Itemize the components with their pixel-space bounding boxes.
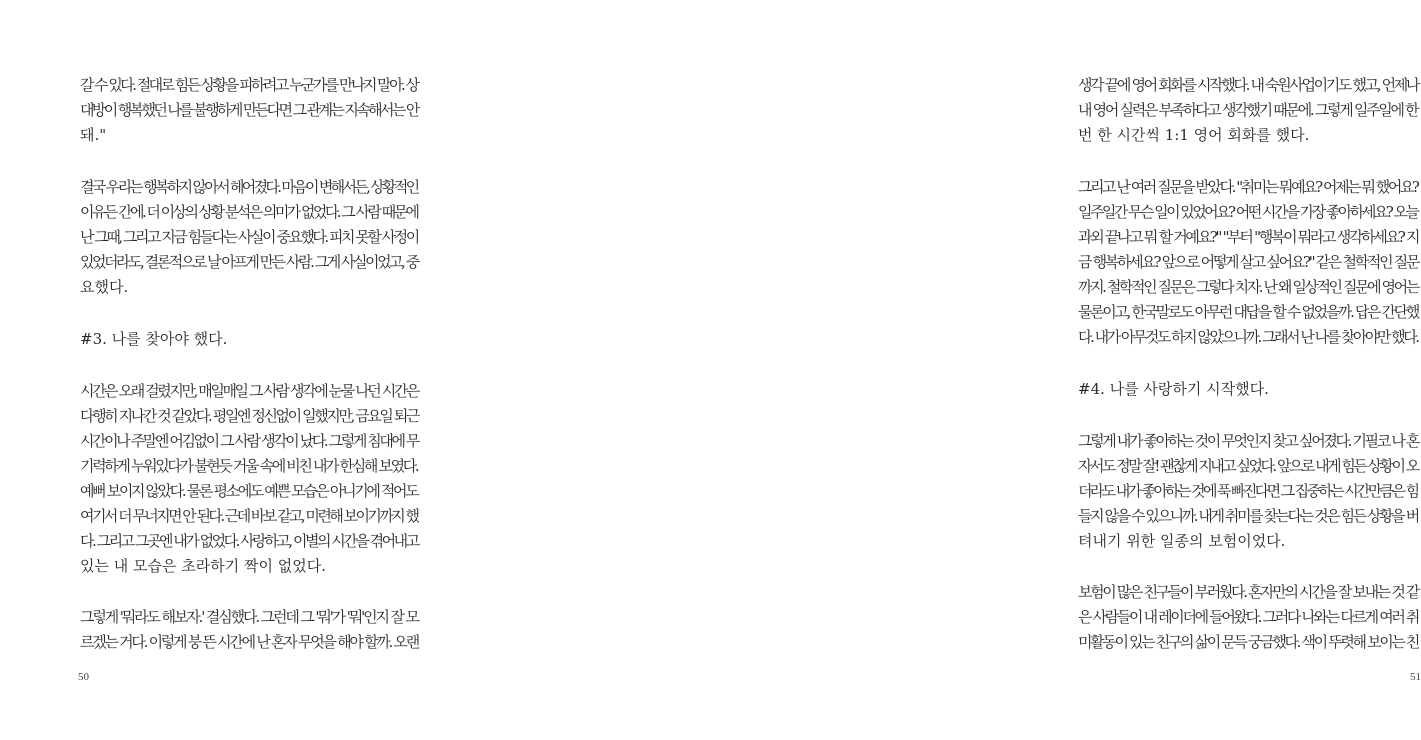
text-line: 결국 우리는 행복하지 않아서 헤어졌다. 마음이 변해서든, 상황적인	[80, 178, 418, 196]
text-line: 내 영어 실력은 부족하다고 생각했기 때문에. 그렇게 일주일에 한	[1078, 101, 1418, 119]
text-line: 이유든 간에. 더 이상의 상황 분석은 의미가 없었다. 그 사람 때문에	[80, 203, 418, 221]
text-line: 다. 그리고 그곳엔 내가 없었다. 사랑하고, 이별의 시간을 겪어내고	[80, 532, 418, 550]
text-line: 일주일간 무슨 일이 있었어요? 어떤 시간을 가장 좋아하세요? 오늘	[1078, 203, 1418, 221]
section-heading: #3. 나를 찾아야 했다.	[80, 330, 228, 348]
text-line: 그리고 난 여러 질문을 받았다. "취미는 뭐예요? 어제는 뭐 했어요?	[1078, 178, 1418, 196]
right-page	[500, 0, 1421, 740]
text-line: 그렇게 내가 좋아하는 것이 무엇인지 찾고 싶어졌다. 기필코 나 혼	[1078, 432, 1419, 450]
text-line: 그렇게 '뭐라도 해보자.' 결심했다. 그런데 그 '뭐'가 '뭐'인지 잘 모	[80, 608, 418, 626]
text-line: 다. 내가 아무것도 하지 않았으니까. 그래서 난 나를 찾아야만 했다.	[1078, 328, 1418, 346]
text-line: 예뻐 보이지 않았다. 물론 평소에도 예쁜 모습은 아니기에 적어도	[80, 482, 418, 500]
page-number: 51	[1410, 671, 1421, 683]
text-line: 시간이나 주말엔 어김없이 그 사람 생각이 났다. 그렇게 침대에 무	[80, 432, 419, 450]
text-line: 물론이고, 한국말로도 아무런 대답을 할 수 없었을까. 답은 간단했	[1078, 303, 1419, 321]
text-line: 르겠는 거다. 이렇게 붕 뜬 시간에 난 혼자 무엇을 해야 할까. 오랜	[80, 633, 418, 651]
text-line: 다행히 지나간 것 같았다. 평일엔 정신없이 일했지만, 금요일 퇴근	[80, 407, 419, 425]
text-line: 미활동이 있는 친구의 삶이 문득 궁금했다. 색이 뚜렷해 보이는 친	[1078, 633, 1419, 651]
text-line: 있는 내 모습은 초라하기 짝이 없었다.	[80, 557, 326, 575]
text-line: 금 행복하세요? 앞으로 어떻게 살고 싶어요?" 같은 철학적인 질문	[1078, 253, 1419, 271]
text-line: 까지. 철학적인 질문은 그렇다 치자. 난 왜 일상적인 질문에 영어는	[1078, 278, 1418, 296]
text-line: 보험이 많은 친구들이 부러웠다. 혼자만의 시간을 잘 보내는 것 같	[1078, 583, 1419, 601]
section-heading: #4. 나를 사랑하기 시작했다.	[1078, 380, 1269, 398]
text-line: 난 그때, 그리고 지금 힘들다는 사실이 중요했다. 피치 못할 사정이	[80, 228, 418, 246]
text-line: 시간은 오래 걸렸지만, 매일매일 그 사람 생각에 눈물 나던 시간은	[80, 382, 419, 400]
text-line: 과외 끝나고 뭐 할 거예요?" "부터 "행복이 뭐라고 생각하세요? 지	[1078, 228, 1419, 246]
text-line: 은 사람들이 내 레이더에 들어왔다. 그러다 나와는 다르게 여러 취	[1078, 608, 1419, 626]
text-line: 돼."	[80, 126, 107, 144]
text-line: 대방이 행복했던 나를 불행하게 만든다면 그 관계는 지속해서는 안	[80, 101, 418, 119]
left-page	[0, 0, 500, 740]
text-line: 여기서 더 무너지면 안 된다. 근데 바보 같고, 미련해 보이기까지 했	[80, 507, 418, 525]
text-line: 요했다.	[80, 278, 129, 296]
text-line: 생각 끝에 영어 회화를 시작했다. 내 숙원사업이기도 했고, 언제나	[1078, 76, 1419, 94]
text-line: 있었더라도, 결론적으로 날 아프게 만든 사람. 그게 사실이었고, 중	[80, 253, 418, 271]
text-line: 번 한 시간씩 1:1 영어 회화를 했다.	[1078, 126, 1310, 144]
page-number: 50	[78, 671, 89, 683]
text-line: 자서도 정말 잘! 괜찮게 지내고 싶었다. 앞으로 내게 힘든 상황이 오	[1078, 457, 1418, 475]
text-line: 들지 않을 수 있으니까. 내게 취미를 찾는다는 것은 힘든 상황을 버	[1078, 507, 1418, 525]
text-line: 기력하게 누워있다가 불현듯 거울 속에 비친 내가 한심해 보였다.	[80, 457, 418, 475]
text-line: 텨내기 위한 일종의 보험이었다.	[1078, 532, 1286, 550]
text-line: 갈 수 있다. 절대로 힘든 상황을 피하려고 누군가를 만나지 말아. 상	[80, 76, 418, 94]
text-line: 더라도 내가 좋아하는 것에 푹 빠진다면 그 집중하는 시간만큼은 힘	[1078, 482, 1418, 500]
